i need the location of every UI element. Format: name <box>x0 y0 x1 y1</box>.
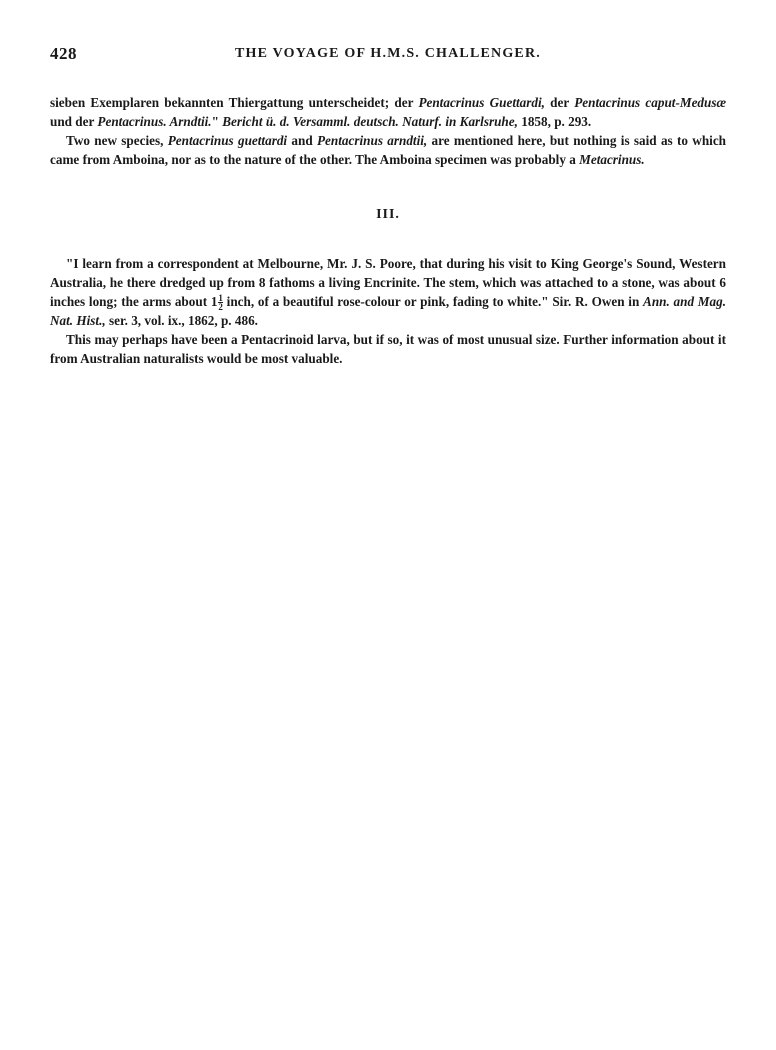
running-title: THE VOYAGE OF H.M.S. CHALLENGER. <box>235 46 541 61</box>
paragraph-quotation: "I learn from a correspondent at Melbourne, Mr. J. S. Poore, that during his visit to King George's Sound, Western Australia, he there dredged up from 8 fathoms a living Encrinite. The stem, which was attached to a stone, was about 6 inches long; the arms about 1 $\frac{1}{2}$ inch, of a beautiful rose-colour or pink, fading to white." Sir. R. Owen in Ann. and Mag. Nat. Hist., ser. 3, vol. ix., 1862, p. 486. <box>50 256 726 329</box>
page-number: 428 <box>50 44 77 63</box>
paragraph-continuation: sieben Exemplaren bekannten Thiergattung unterscheidet; der Pentacrinus Guettardi, der Pentacrinus caput-Medusæ und der Pentacrinus. Arndtii." Bericht ü. d. Versamml. deutsch. Naturf. in Karlsruhe, 1858, p. 293. <box>50 95 727 129</box>
fraction-one-half: $\frac{1}{2}$ <box>218 293 223 313</box>
page-header <box>50 44 726 66</box>
paragraph-comment: This may perhaps have been a Pentacrinoid larva, but if so, it was of most unusual size. Further information about it from Australian naturalists would be most valuable. <box>50 332 726 367</box>
section-heading: III. <box>376 207 400 222</box>
paragraph-species-note: Two new species, Pentacrinus guettardi and Pentacrinus arndtii, are mentioned here, but nothing is said as to which came from Amboina, nor as to the nature of the other. The Amboina specimen was probably a Metacrinus. <box>50 133 727 167</box>
text-block-continuation <box>50 93 726 169</box>
text-block-section-iii <box>50 254 726 368</box>
